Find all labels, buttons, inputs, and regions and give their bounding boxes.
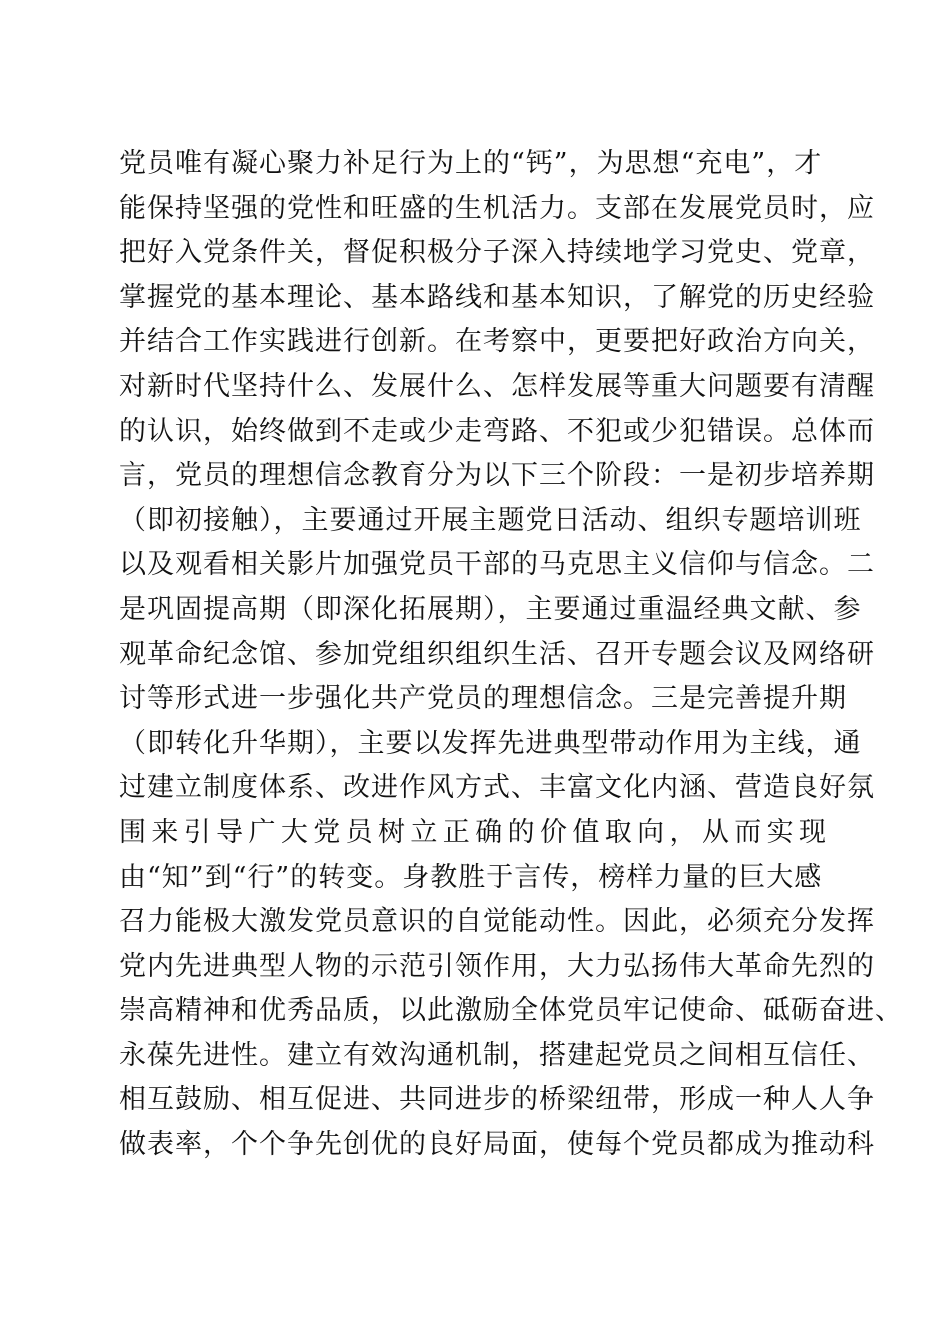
body-paragraph (119, 142, 903, 1168)
text-line-17: 由“知”到“行”的转变。身教胜于言传，榜样力量的巨大感 (119, 861, 823, 893)
text-line-23: 做表率，个个争先创优的良好局面，使每个党员都成为推动科 (119, 1129, 875, 1161)
text-line-7: 的认识，始终做到不走或少走弯路、不犯或少犯错误。总体而 (119, 415, 875, 447)
text-line-1: 党员唯有凝心聚力补足行为上的“钙”，为思想“充电”，才 (119, 148, 823, 179)
text-line-5: 并结合工作实践进行创新。在考察中，更要把好政治方向关， (119, 326, 875, 358)
text-line-20: 崇高精神和优秀品质，以此激励全体党员牢记使命、砥砺奋进、 (119, 995, 903, 1027)
text-line-8: 言，党员的理想信念教育分为以下三个阶段：一是初步培养期 (119, 460, 875, 492)
text-line-2: 能保持坚强的党性和旺盛的生机活力。支部在发展党员时，应 (119, 192, 875, 224)
text-line-12: 观革命纪念馆、参加党组织组织生活、召开专题会议及网络研 (119, 638, 875, 670)
text-line-15: 过建立制度体系、改进作风方式、丰富文化内涵、营造良好氛 (119, 772, 875, 804)
text-line-9: （即初接触），主要通过开展主题党日活动、组织专题培训班 (119, 504, 862, 536)
text-line-4: 掌握党的基本理论、基本路线和基本知识，了解党的历史经验 (119, 281, 875, 313)
text-line-3: 把好入党条件关，督促积极分子深入持续地学习党史、党章， (119, 237, 875, 269)
text-line-6: 对新时代坚持什么、发展什么、怎样发展等重大问题要有清醒 (119, 370, 875, 402)
text-line-10: 以及观看相关影片加强党员干部的马克思主义信仰与信念。二 (119, 549, 875, 581)
text-line-18: 召力能极大激发党员意识的自觉能动性。因此，必须充分发挥 (119, 906, 875, 938)
text-line-22: 相互鼓励、相互促进、共同进步的桥梁纽带，形成一种人人争 (119, 1084, 875, 1116)
text-line-19: 党内先进典型人物的示范引领作用，大力弘扬伟大革命先烈的 (119, 950, 875, 982)
text-line-21: 永葆先进性。建立有效沟通机制，搭建起党员之间相互信任、 (119, 1039, 875, 1071)
text-line-11: 是巩固提高期（即深化拓展期），主要通过重温经典文献、参 (119, 593, 862, 625)
text-line-13: 讨等形式进一步强化共产党员的理想信念。三是完善提升期 (119, 683, 847, 715)
text-line-14: （即转化升华期），主要以发挥先进典型带动作用为主线，通 (119, 727, 862, 759)
text-line-16: 围来引导广大党员树立正确的价值取向，从而实现 (119, 816, 827, 848)
